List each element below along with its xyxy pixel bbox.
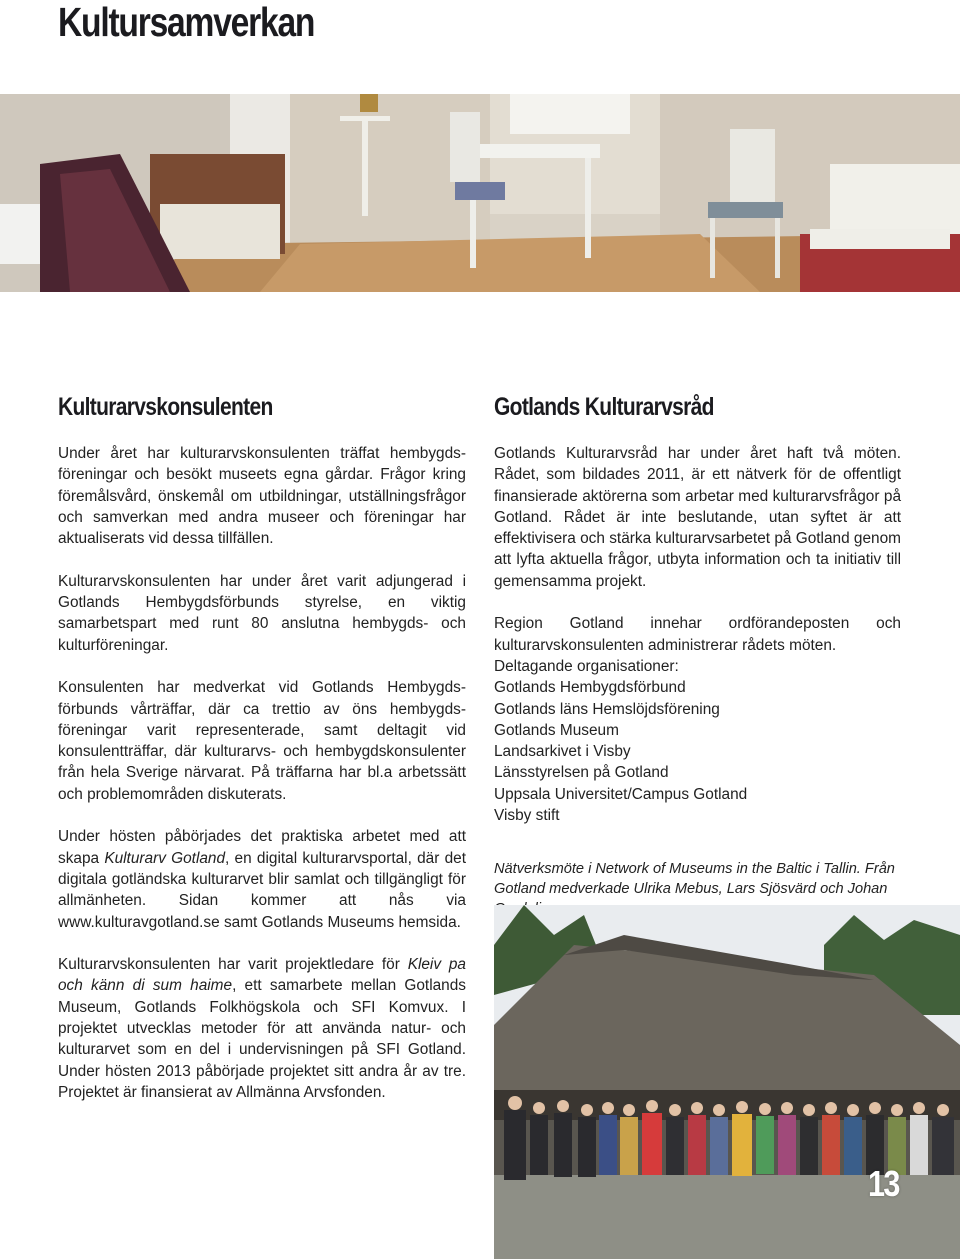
project-name: Kulturarv Gotland (104, 849, 226, 867)
list-item: Gotlands Museum (494, 721, 619, 739)
paragraph: Under året har kulturarvskonsulenten träffat hembygdsföreningar och besökt museets egna gårdar. Frågor kring föremålsvård, önskemål om utbildningar, utställningsfrågor och samverkan med andra museer och föreningar har aktualiserats vid dessa tillfällen. (58, 445, 466, 548)
paragraph: Under hösten påbörjades det praktiska arbetet med att skapa Kulturarv Gotland, en digital kulturarvsportal, där det digitala gotländska kulturarvet blir samlat och tillgängligt för allmänheten. Sidan kommer att nås via www.kulturavgotland.se samt Gotlands Museums hemsida. (58, 828, 466, 931)
project-name: Kleiv pa och känn di sum haime (58, 956, 466, 995)
page-title: Kultursamverkan (58, 0, 315, 45)
paragraph: Konsulenten har medverkat vid Gotlands Hembygdsförbunds vårträffar, där ca trettio av öns hembygdsföreningar varit representerade, samt deltagit vid konsulentträffar, där kulturarvs- och hembygdskonsulenter från hela Sverige närvarat. På träffarna har bl.a arbetssätt och problemområden diskuterats. (58, 679, 466, 803)
list-item: Länsstyrelsen på Gotland (494, 764, 669, 782)
list-item: Landsarkivet i Visby (494, 743, 631, 761)
paragraph: Kulturarvskonsulenten har varit projektledare för Kleiv pa och känn di sum haime, ett samarbete mellan Gotlands Museum, Gotlands Folkhögskola och SFI Komvux. I projektet utvecklas metoder för att använda natur- och kulturarvet som en del i undervisningen på SFI Gotland. Under hösten 2013 påbörjade projektet sitt andra år av tre. Projektet är finansierat av Allmänna Arvsfonden. (58, 956, 466, 1101)
right-column-text (494, 443, 901, 826)
paragraph: Gotlands Kulturarvsråd har under året haft två möten. Rådet, som bildades 2011, är ett nätverk för de offentligt finansierade aktörerna som arbetar med kulturarvsfrågor på Gotland. Rådet är inte beslutande, utan syftet är att effektivisera och stärka kulturarvsarbetet på Gotland genom att lyfta aktuella frågor, utbyta information och ta initiativ till gemensamma projekt. (494, 445, 901, 590)
organisations-intro: Deltagande organisationer: (494, 657, 679, 675)
room-interior-photo (0, 94, 960, 292)
list-item: Gotlands Hembygdsförbund (494, 679, 686, 697)
group-photo (494, 905, 960, 1259)
page-number: 13 (868, 1163, 899, 1204)
list-item: Uppsala Universitet/Campus Gotland (494, 785, 748, 803)
paragraph: Kulturarvskonsulenten har under året varit adjungerad i Gotlands Hembygdsförbunds styrelse, en viktig samarbetspart med runt 80 anslutna hembygds- och kulturföreningar. (58, 572, 466, 654)
organisations-list (494, 677, 901, 826)
left-column-text (58, 443, 466, 1103)
photo-caption: Nätverksmöte i Network of Museums in the Baltic i Tallin. Från Gotland medverkade Ulrika Mebus, Lars Sjösvärd och Johan (494, 861, 895, 897)
list-item: Gotlands läns Hemslöjdsförening (494, 700, 720, 718)
section-heading-kulturarvskonsulenten: Kulturarvskonsulenten (58, 393, 273, 421)
paragraph: Region Gotland innehar ordförandeposten och kulturarvskonsulenten administrerar rådets möten. (494, 615, 901, 654)
section-heading-kulturarvsrad: Gotlands Kulturarvsråd (494, 393, 714, 421)
list-item: Visby stift (494, 807, 560, 825)
